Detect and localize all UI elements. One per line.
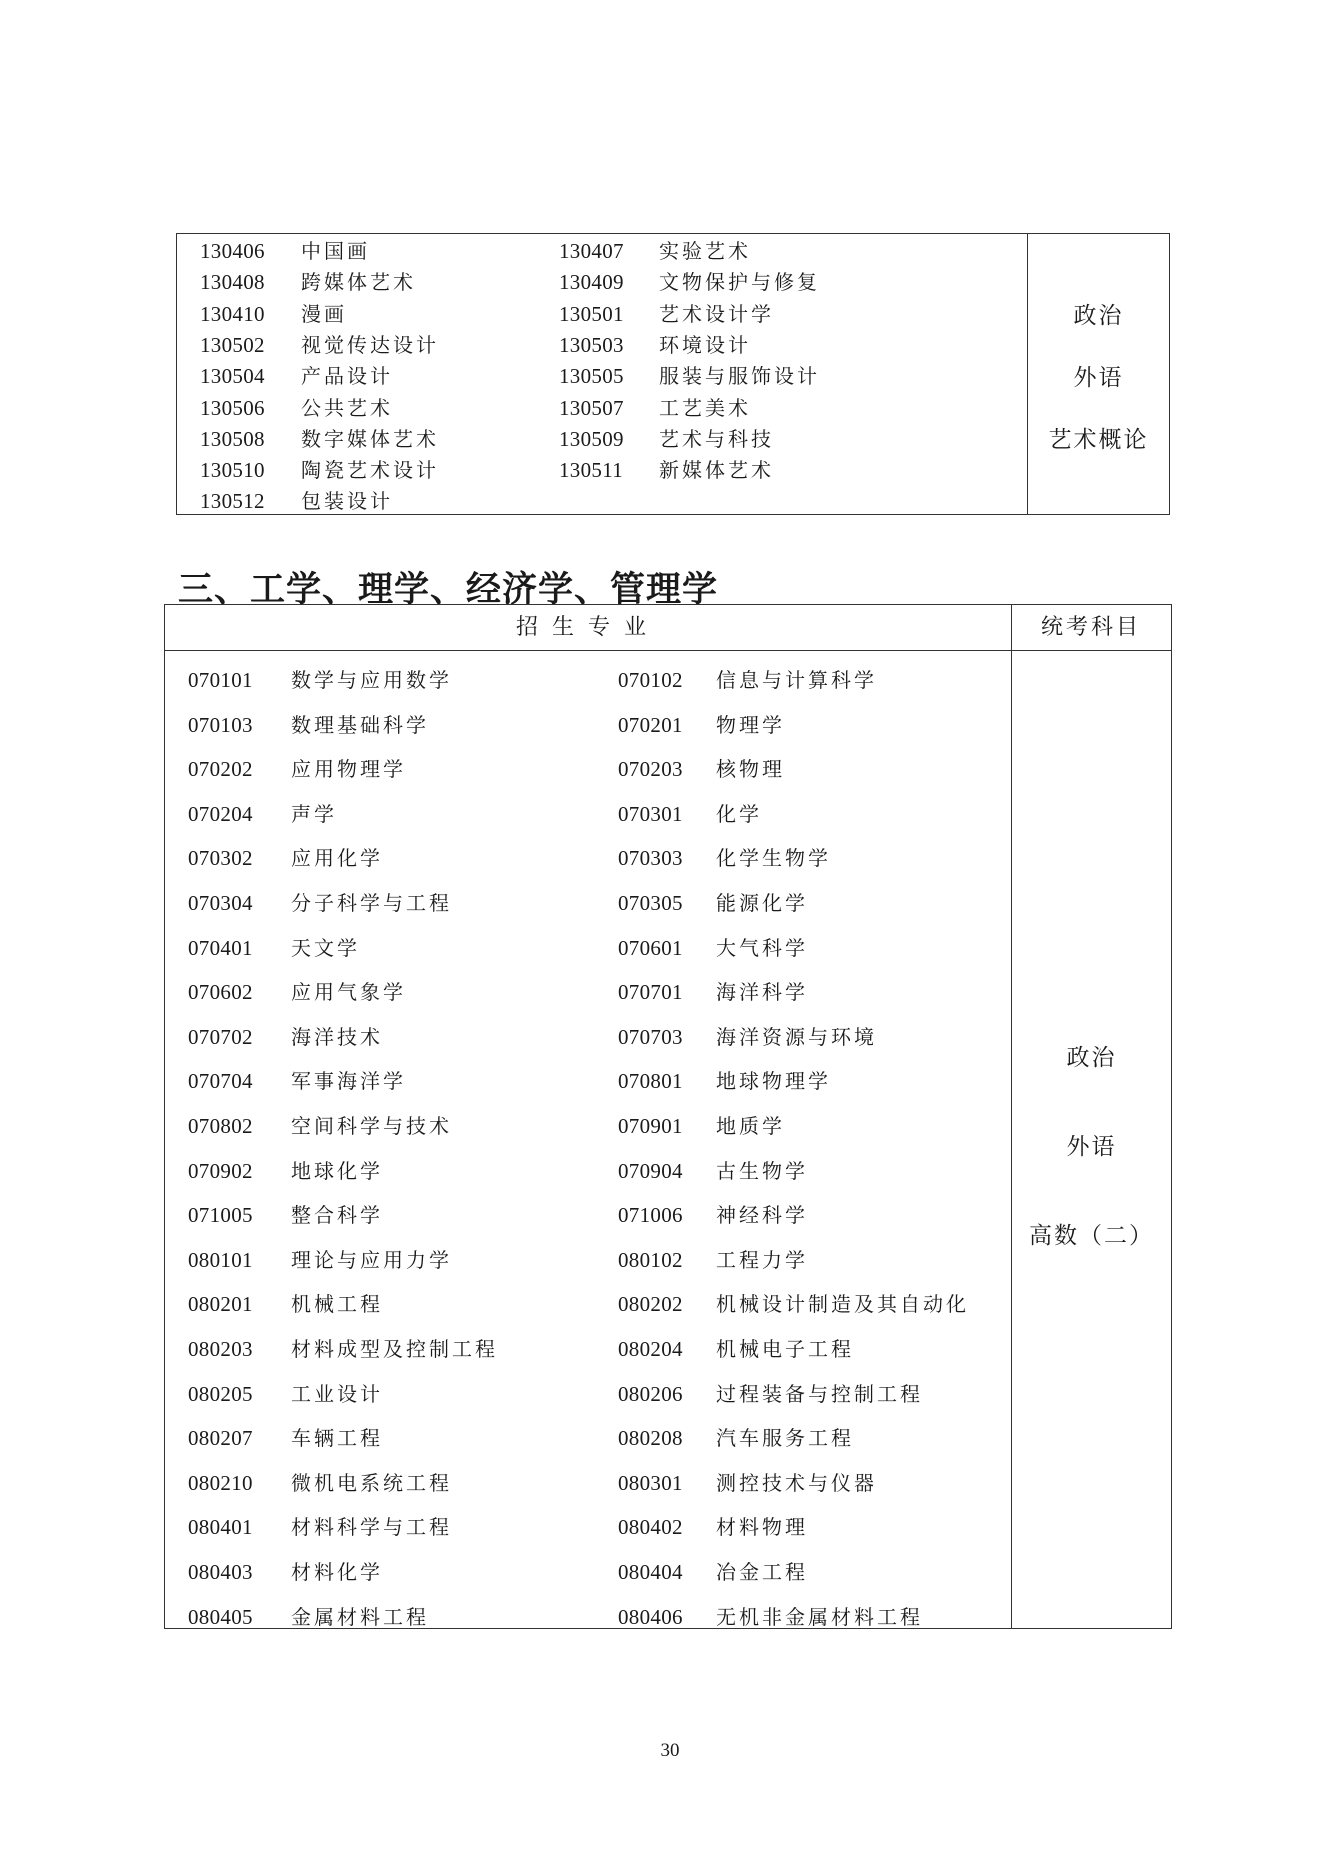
major-name: 化学 — [716, 801, 762, 826]
major-name: 材料成型及控制工程 — [291, 1337, 498, 1361]
major-code: 130504 — [200, 364, 265, 389]
major-code: 070101 — [188, 668, 253, 692]
major-code: 070801 — [618, 1069, 683, 1094]
major-code: 070302 — [188, 846, 253, 871]
exam-subject: 政治 — [1073, 303, 1124, 329]
major-code: 130505 — [559, 364, 624, 389]
major-name: 应用气象学 — [291, 980, 406, 1005]
major-name: 空间科学与技术 — [291, 1114, 452, 1138]
major-code: 130506 — [200, 395, 265, 420]
major-code: 080204 — [618, 1337, 683, 1361]
major-code: 080402 — [618, 1515, 683, 1540]
major-code: 130407 — [559, 239, 624, 263]
major-name: 过程装备与控制工程 — [716, 1381, 923, 1406]
major-code: 070204 — [188, 801, 253, 826]
major-name: 金属材料工程 — [291, 1604, 429, 1629]
major-name: 海洋科学 — [716, 980, 808, 1005]
major-name: 数理基础科学 — [291, 712, 429, 737]
major-name: 艺术设计学 — [659, 301, 774, 326]
major-code: 080403 — [188, 1560, 253, 1584]
major-name: 汽车服务工程 — [716, 1426, 854, 1451]
page-number: 30 — [660, 1740, 680, 1761]
major-code: 080101 — [188, 1247, 253, 1272]
header-exam-subjects: 统考科目 — [1040, 615, 1141, 640]
science-majors-table — [164, 604, 1172, 1629]
major-code: 070902 — [188, 1158, 253, 1183]
major-name: 产品设计 — [301, 364, 393, 389]
major-code: 080206 — [618, 1381, 683, 1406]
major-code: 080404 — [618, 1560, 683, 1584]
exam-subject: 外语 — [1066, 1134, 1117, 1160]
exam-subject: 政治 — [1066, 1045, 1117, 1071]
major-code: 130408 — [200, 270, 265, 295]
major-name: 古生物学 — [716, 1158, 808, 1183]
major-code: 080201 — [188, 1292, 253, 1317]
major-name: 测控技术与仪器 — [716, 1470, 877, 1495]
major-code: 070203 — [618, 757, 683, 782]
major-name: 声学 — [291, 801, 337, 826]
major-name: 材料科学与工程 — [291, 1515, 452, 1540]
major-code: 070904 — [618, 1158, 683, 1183]
major-code: 130507 — [559, 395, 624, 420]
major-code: 080208 — [618, 1426, 683, 1451]
major-name: 应用物理学 — [291, 757, 406, 782]
major-code: 070703 — [618, 1024, 683, 1049]
major-code: 130406 — [200, 239, 265, 263]
major-code: 080102 — [618, 1247, 683, 1272]
major-name: 文物保护与修复 — [659, 270, 820, 295]
major-code: 070102 — [618, 668, 683, 692]
major-name: 地球化学 — [291, 1158, 383, 1183]
major-name: 核物理 — [716, 757, 785, 782]
major-code: 130409 — [559, 270, 624, 295]
major-code: 070701 — [618, 980, 683, 1005]
major-name: 包装设计 — [301, 489, 393, 514]
arts-majors-table — [176, 233, 1170, 515]
column-divider — [1011, 605, 1012, 1628]
major-name: 数字媒体艺术 — [301, 426, 439, 451]
major-name: 实验艺术 — [659, 239, 751, 263]
major-code: 070103 — [188, 712, 253, 737]
major-code: 080205 — [188, 1381, 253, 1406]
major-name: 公共艺术 — [301, 395, 393, 420]
major-name: 材料化学 — [291, 1560, 383, 1584]
exam-subject: 艺术概论 — [1048, 427, 1149, 453]
major-code: 070303 — [618, 846, 683, 871]
major-name: 地球物理学 — [716, 1069, 831, 1094]
major-code: 070301 — [618, 801, 683, 826]
major-name: 机械设计制造及其自动化 — [716, 1292, 969, 1317]
major-name: 机械工程 — [291, 1292, 383, 1317]
major-name: 陶瓷艺术设计 — [301, 458, 439, 483]
major-code: 080301 — [618, 1470, 683, 1495]
major-code: 080203 — [188, 1337, 253, 1361]
major-name: 天文学 — [291, 935, 360, 960]
major-code: 130508 — [200, 426, 265, 451]
major-name: 新媒体艺术 — [659, 458, 774, 483]
header-divider — [165, 650, 1171, 651]
major-name: 海洋资源与环境 — [716, 1024, 877, 1049]
major-name: 机械电子工程 — [716, 1337, 854, 1361]
major-name: 整合科学 — [291, 1203, 383, 1228]
major-code: 071006 — [618, 1203, 683, 1228]
major-code: 080406 — [618, 1604, 683, 1629]
major-name: 视觉传达设计 — [301, 332, 439, 357]
header-majors: 招生专业 — [515, 615, 660, 640]
major-name: 中国画 — [301, 239, 370, 263]
major-name: 物理学 — [716, 712, 785, 737]
section-heading: 三、工学、理学、经济学、管理学 — [178, 570, 719, 610]
major-code: 070702 — [188, 1024, 253, 1049]
major-name: 信息与计算科学 — [716, 668, 877, 692]
major-code: 080405 — [188, 1604, 253, 1629]
exam-subject: 外语 — [1073, 365, 1124, 391]
major-name: 理论与应用力学 — [291, 1247, 452, 1272]
major-code: 070601 — [618, 935, 683, 960]
major-name: 环境设计 — [659, 332, 751, 357]
major-name: 工业设计 — [291, 1381, 383, 1406]
major-code: 080207 — [188, 1426, 253, 1451]
major-code: 070202 — [188, 757, 253, 782]
major-code: 070704 — [188, 1069, 253, 1094]
major-code: 070201 — [618, 712, 683, 737]
major-name: 分子科学与工程 — [291, 891, 452, 915]
major-code: 070802 — [188, 1114, 253, 1138]
major-name: 军事海洋学 — [291, 1069, 406, 1094]
major-name: 数学与应用数学 — [291, 668, 452, 692]
major-name: 工程力学 — [716, 1247, 808, 1272]
major-name: 地质学 — [716, 1114, 785, 1138]
major-code: 070401 — [188, 935, 253, 960]
major-code: 130511 — [559, 458, 624, 483]
major-code: 070901 — [618, 1114, 683, 1138]
major-code: 130503 — [559, 332, 624, 357]
major-name: 工艺美术 — [659, 395, 751, 420]
major-code: 130501 — [559, 301, 624, 326]
major-name: 艺术与科技 — [659, 426, 774, 451]
major-name: 微机电系统工程 — [291, 1470, 452, 1495]
major-name: 冶金工程 — [716, 1560, 808, 1584]
major-code: 071005 — [188, 1203, 253, 1228]
major-name: 漫画 — [301, 301, 347, 326]
major-code: 070305 — [618, 891, 683, 915]
major-name: 应用化学 — [291, 846, 383, 871]
major-name: 能源化学 — [716, 891, 808, 915]
major-name: 车辆工程 — [291, 1426, 383, 1451]
major-name: 化学生物学 — [716, 846, 831, 871]
major-name: 服装与服饰设计 — [659, 364, 820, 389]
major-name: 大气科学 — [716, 935, 808, 960]
major-code: 130509 — [559, 426, 624, 451]
major-code: 070304 — [188, 891, 253, 915]
major-code: 130512 — [200, 489, 265, 514]
exam-subject: 高数（二） — [1029, 1223, 1154, 1249]
major-name: 无机非金属材料工程 — [716, 1604, 923, 1629]
major-name: 神经科学 — [716, 1203, 808, 1228]
major-code: 130502 — [200, 332, 265, 357]
major-code: 080202 — [618, 1292, 683, 1317]
major-name: 跨媒体艺术 — [301, 270, 416, 295]
major-code: 080210 — [188, 1470, 253, 1495]
major-code: 080401 — [188, 1515, 253, 1540]
major-code: 070602 — [188, 980, 253, 1005]
major-code: 130510 — [200, 458, 265, 483]
major-name: 海洋技术 — [291, 1024, 383, 1049]
major-name: 材料物理 — [716, 1515, 808, 1540]
major-code: 130410 — [200, 301, 265, 326]
